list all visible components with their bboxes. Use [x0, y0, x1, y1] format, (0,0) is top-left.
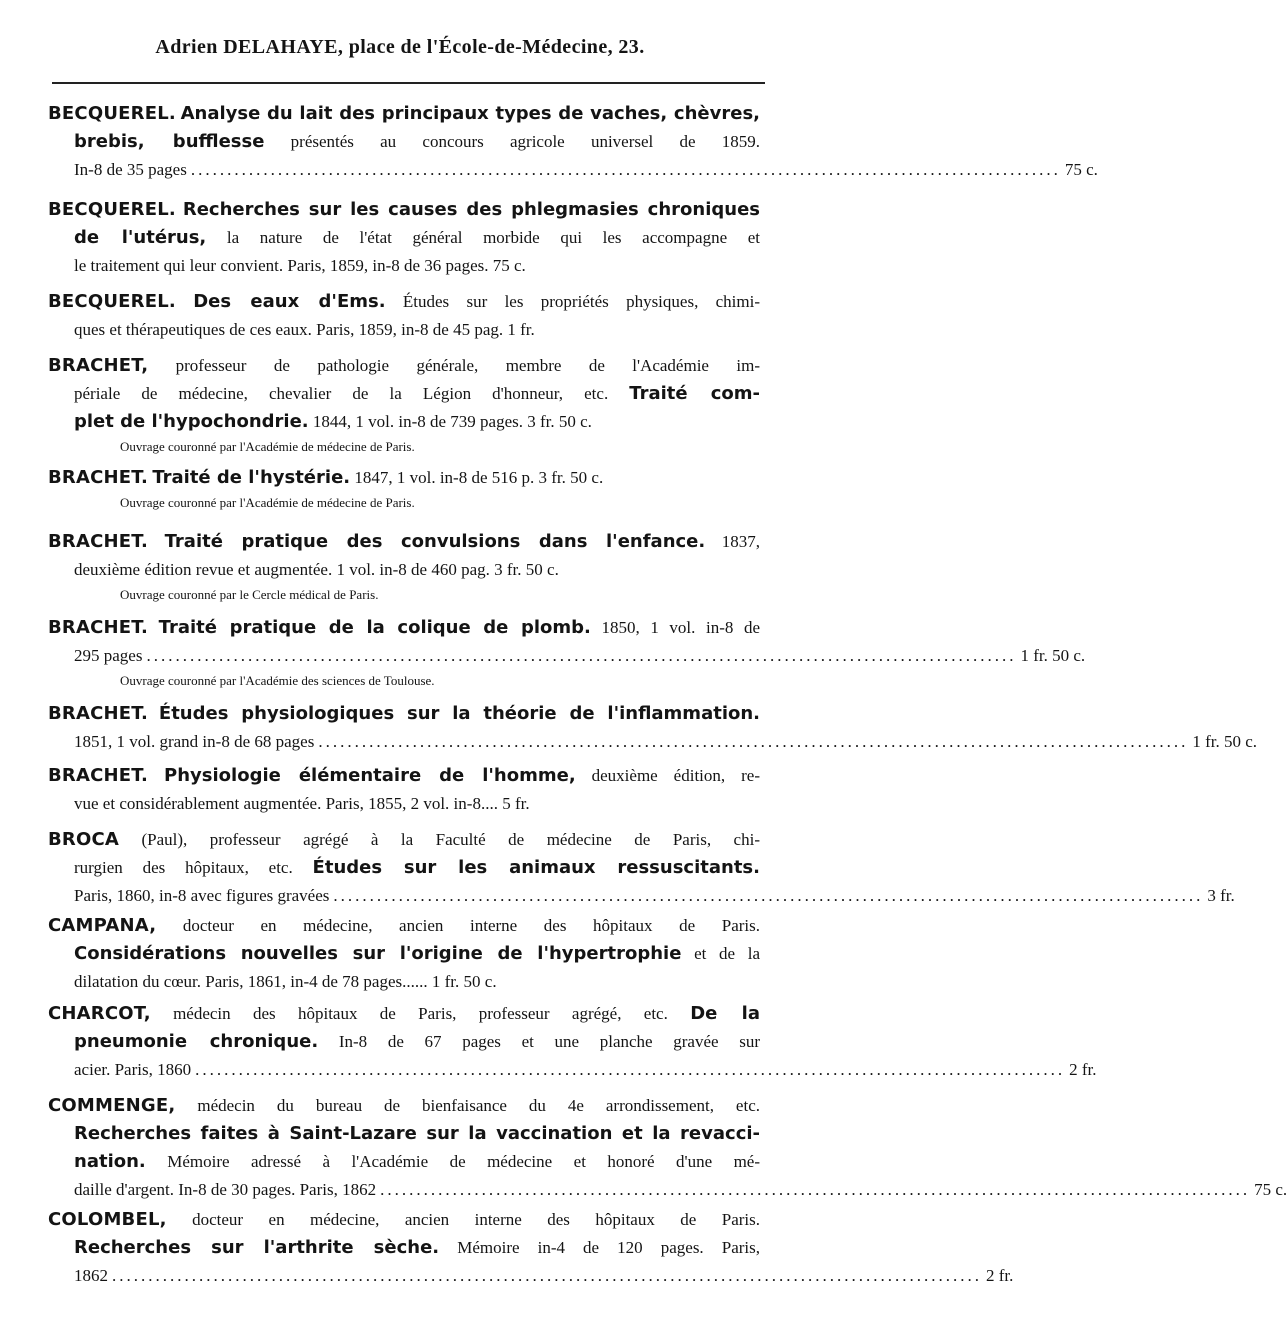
entry-line: BRACHET. Traité de l'hystérie. 1847, 1 vol. in-8 de 516 p. 3 fr. 50 c. [48, 467, 604, 488]
entry-line: brebis, bufflesse présentés au concours agricole universel de 1859. [74, 131, 760, 152]
catalogue-entry [48, 196, 760, 280]
entry-line: rurgien des hôpitaux, etc. Études sur les animaux ressuscitants. [74, 857, 760, 878]
entry-line: de l'utérus, la nature de l'état général morbide qui les accompagne et [74, 227, 760, 248]
entry-line-text: Paris, 1860, in-8 avec figures gravées [74, 886, 330, 905]
entry-line [48, 1262, 1014, 1290]
entry-line-text: 295 pages [74, 646, 143, 665]
dot-leader: ........................................................................................................................ [380, 1180, 1251, 1199]
entry-line [48, 1056, 1097, 1084]
catalogue-entry [48, 1206, 1014, 1290]
entry-line: BRACHET. Physiologie élémentaire de l'homme, deuxième édition, re- [48, 765, 760, 786]
dot-leader: ........................................................................................................................ [190, 160, 1061, 179]
catalogue-entry [48, 288, 760, 344]
entry-price: 75 c. [1064, 160, 1098, 179]
dot-leader: ........................................................................................................................ [318, 732, 1189, 751]
entry-line [48, 728, 1258, 756]
entry-line: BROCA (Paul), professeur agrégé à la Faculté de médecine de Paris, chi- [48, 829, 760, 850]
entry-line-text: In-8 de 35 pages [74, 160, 187, 179]
entry-line: CHARCOT, médecin des hôpitaux de Paris, professeur agrégé, etc. De la [48, 1003, 761, 1024]
dot-leader: ........................................................................................................................ [112, 1266, 982, 1285]
entry-line: le traitement qui leur convient. Paris, 1859, in-8 de 36 pages. 75 c. [74, 256, 526, 275]
entry-line: BECQUEREL. Recherches sur les causes des phlegmasies chroniques [48, 199, 761, 220]
entry-line: périale de médecine, chevalier de la Légion d'honneur, etc. Traité com- [74, 383, 760, 404]
header-rule [52, 82, 765, 84]
entry-price: 2 fr. [1069, 1060, 1097, 1079]
entry-price: 3 fr. [1207, 886, 1235, 905]
catalogue-entry [48, 1000, 1097, 1084]
catalogue-entry [48, 762, 760, 818]
entry-price: 1 fr. 50 c. [1192, 732, 1258, 751]
entry-note-text: Ouvrage couronné par l'Académie de médecine de Paris. [120, 439, 415, 454]
entry-note-text: Ouvrage couronné par le Cercle médical de Paris. [120, 587, 379, 602]
entry-line: vue et considérablement augmentée. Paris, 1855, 2 vol. in-8.... 5 fr. [74, 794, 530, 813]
entry-line: dilatation du cœur. Paris, 1861, in-4 de 78 pages...... 1 fr. 50 c. [74, 972, 497, 991]
catalogue-entry [48, 528, 760, 584]
entry-line [48, 1176, 1287, 1204]
entry-line: BRACHET. Traité pratique des convulsions dans l'enfance. 1837, [48, 531, 761, 552]
entry-line: BRACHET, professeur de pathologie générale, membre de l'Académie im- [48, 355, 760, 376]
catalogue-entry [48, 700, 1258, 756]
entry-line: BRACHET. Études physiologiques sur la théorie de l'inflammation. [48, 703, 761, 724]
entry-line [48, 156, 1098, 184]
entry-line-text: 1851, 1 vol. grand in-8 de 68 pages [74, 732, 315, 751]
entry-line: COMMENGE, médecin du bureau de bienfaisance du 4e arrondissement, etc. [48, 1095, 760, 1116]
catalogue-entry [48, 464, 760, 492]
entry-line: deuxième édition revue et augmentée. 1 vol. in-8 de 460 pag. 3 fr. 50 c. [74, 560, 559, 579]
entry-line [48, 882, 1235, 910]
entry-line: BECQUEREL. Des eaux d'Ems. Études sur les propriétés physiques, chimi- [48, 291, 761, 312]
entry-note-text: Ouvrage couronné par l'Académie de médecine de Paris. [120, 495, 415, 510]
catalogue-entry [48, 352, 760, 436]
catalogue-entry [48, 1092, 1287, 1204]
entry-line: nation. Mémoire adressé à l'Académie de médecine et honoré d'une mé- [74, 1151, 760, 1172]
catalogue-entry [48, 912, 760, 996]
entry-line: pneumonie chronique. In-8 de 67 pages et une planche gravée sur [74, 1031, 760, 1052]
entry-price: 1 fr. 50 c. [1020, 646, 1086, 665]
entry-line-text: 1862 [74, 1266, 108, 1285]
running-head: Adrien DELAHAYE, place de l'École-de-Médecine, 23. [155, 36, 645, 58]
entry-line: Considérations nouvelles sur l'origine de l'hypertrophie et de la [74, 943, 760, 964]
entry-line: BRACHET. Traité pratique de la colique de plomb. 1850, 1 vol. in-8 de [48, 617, 761, 638]
entry-line: Recherches faites à Saint-Lazare sur la vaccination et la revacci- [74, 1123, 760, 1144]
catalogue-entry [48, 826, 1235, 910]
entry-line: BECQUEREL. Analyse du lait des principaux types de vaches, chèvres, [48, 103, 760, 124]
entry-line-text: acier. Paris, 1860 [74, 1060, 192, 1079]
entry-line: COLOMBEL, docteur en médecine, ancien interne des hôpitaux de Paris. [48, 1209, 760, 1230]
entry-line: CAMPANA, docteur en médecine, ancien interne des hôpitaux de Paris. [48, 915, 760, 936]
dot-leader: ........................................................................................................................ [146, 646, 1017, 665]
entry-price: 75 c. [1254, 1180, 1287, 1199]
catalogue-entry [48, 614, 1086, 670]
entry-note-text: Ouvrage couronné par l'Académie des sciences de Toulouse. [120, 673, 435, 688]
entry-line: plet de l'hypochondrie. 1844, 1 vol. in-8 de 739 pages. 3 fr. 50 c. [74, 411, 592, 432]
entry-line [48, 642, 1086, 670]
entry-line: ques et thérapeutiques de ces eaux. Paris, 1859, in-8 de 45 pag. 1 fr. [74, 320, 535, 339]
entry-line-text: daille d'argent. In-8 de 30 pages. Paris, 1862 [74, 1180, 377, 1199]
entry-price: 2 fr. [986, 1266, 1014, 1285]
dot-leader: ........................................................................................................................ [333, 886, 1204, 905]
dot-leader: ........................................................................................................................ [195, 1060, 1066, 1079]
catalogue-entry [48, 100, 1098, 184]
entry-line: Recherches sur l'arthrite sèche. Mémoire in-4 de 120 pages. Paris, [74, 1237, 760, 1258]
